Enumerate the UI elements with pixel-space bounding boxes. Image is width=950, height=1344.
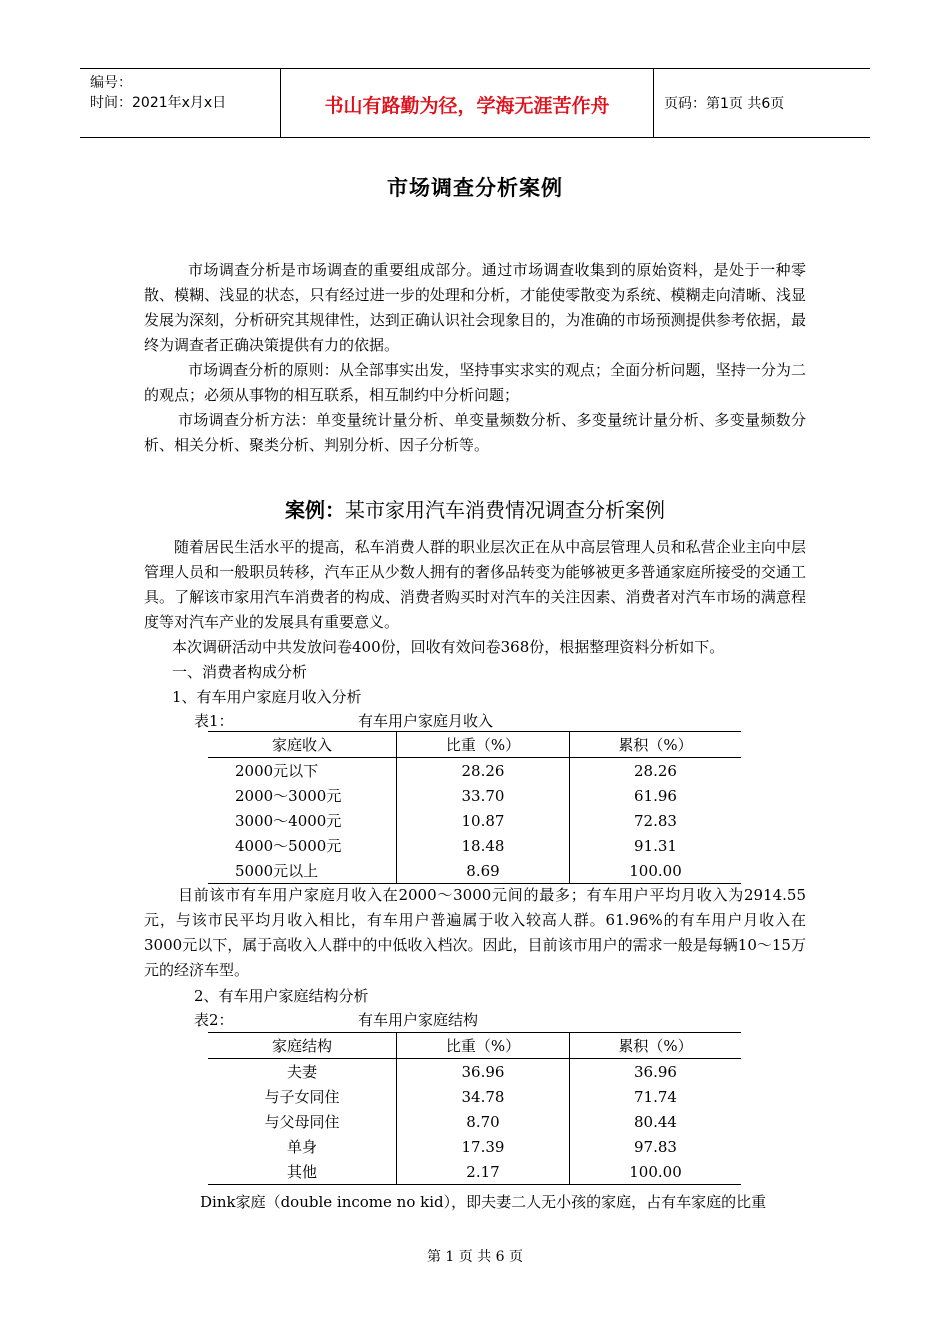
- table1-label: 表1：: [194, 712, 234, 730]
- table-cell: 36.96: [634, 1062, 677, 1081]
- table-cell: 36.96: [397, 1059, 570, 1085]
- table-cell: 2000～3000元: [208, 783, 397, 808]
- serial-label: 编号：: [90, 75, 132, 91]
- table-cell: 4000～5000元: [208, 833, 397, 858]
- document-title: 市场调查分析案例: [387, 176, 563, 200]
- intro-principles: 市场调查分析的原则：从全部事实出发，坚持事实求实的观点；全面分析问题，坚持一分为二的观点；必须从事物的相互联系，相互制约中分析问题；: [144, 361, 806, 404]
- table-row: [208, 1084, 741, 1109]
- table-cell: 与子女同住: [208, 1084, 397, 1109]
- subsection-heading: 1、有车用户家庭月收入分析: [172, 688, 362, 706]
- table-header-cell: 累积（%）: [570, 732, 742, 758]
- table-cell: 97.83: [634, 1137, 677, 1156]
- table-row: [208, 1134, 741, 1159]
- case-label: 案例：: [285, 498, 345, 522]
- case-heading: [0, 494, 950, 523]
- page-footer: 第 1 页 共 6 页: [426, 1249, 524, 1265]
- table-header-cell: 比重（%）: [397, 1033, 570, 1059]
- subsection-heading: 2、有车用户家庭结构分析: [194, 987, 369, 1005]
- table-header-row: [208, 1033, 741, 1059]
- table-cell: 28.26: [397, 758, 570, 784]
- table1-caption: 有车用户家庭月收入: [358, 712, 494, 730]
- table-cell: 8.70: [397, 1109, 570, 1134]
- table-header-cell: 累积（%）: [570, 1033, 742, 1059]
- survey-summary: 本次调研活动中共发放问卷400份，回收有效问卷368份，根据整理资料分析如下。: [172, 638, 725, 656]
- table-row: [208, 1159, 741, 1185]
- table-cell: 8.69: [397, 858, 570, 884]
- table-cell: 34.78: [397, 1084, 570, 1109]
- intro-paragraph: 市场调查分析是市场调查的重要组成部分。通过市场调查收集到的原始资料，是处于一种零散、模糊、浅显的状态，只有经过进一步的处理和分析，才能使零散变为系统、模糊走向清晰、浅显发展为深刻，分析研究其规律性，达到正确认识社会现象目的，为准确的市场预测提供参考依据，最终为调查者正确决策提供有力的依据。: [144, 261, 806, 354]
- table-cell: 其他: [208, 1159, 397, 1185]
- table-row: [208, 1109, 741, 1134]
- table-row: [208, 808, 741, 833]
- table-cell: 71.74: [634, 1087, 677, 1106]
- table-cell: 夫妻: [208, 1059, 397, 1085]
- header-meta: [90, 73, 280, 113]
- header-page-info: 页码：第1页 共6页: [664, 96, 785, 112]
- table-row: [208, 758, 741, 784]
- table-cell: 91.31: [634, 836, 677, 855]
- table-cell: 与父母同住: [208, 1109, 397, 1134]
- table-header-cell: 家庭收入: [208, 732, 397, 758]
- table-cell: 10.87: [397, 808, 570, 833]
- family-structure-table: [208, 1032, 741, 1185]
- table-cell: 17.39: [397, 1134, 570, 1159]
- dink-paragraph: Dink家庭（double income no kid），即夫妻二人无小孩的家庭，占有车家庭的比重: [200, 1193, 767, 1211]
- table-row: [208, 783, 741, 808]
- header-divider: [653, 69, 654, 137]
- table2-label: 表2：: [194, 1011, 234, 1029]
- table-cell: 18.48: [397, 833, 570, 858]
- table-header-row: [208, 732, 741, 758]
- table-cell: 5000元以上: [208, 858, 397, 884]
- table-cell: 2.17: [397, 1159, 570, 1185]
- table-cell: 72.83: [634, 811, 677, 830]
- case-intro-paragraph: 随着居民生活水平的提高，私车消费人群的职业层次正在从中高层管理人员和私营企业主向中层管理人员和一般职员转移，汽车正从少数人拥有的奢侈品转变为能够被更多普通家庭所接受的交通工具。了解该市家用汽车消费者的构成、消费者购买时对汽车的关注因素、消费者对汽车市场的满意程度等对汽车产业的发展具有重要意义。: [144, 538, 806, 631]
- income-analysis-paragraph: 目前该市有车用户家庭月收入在2000～3000元间的最多；有车用户平均月收入为2914.55元，与该市民平均月收入相比，有车用户普遍属于收入较高人群。61.96%的有车用户月收入在3000元以下，属于高收入人群中的中低收入档次。因此，目前该市用户的需求一般是每辆10～15万元的经济车型。: [144, 886, 806, 979]
- table2-caption: 有车用户家庭结构: [358, 1011, 479, 1029]
- page-header: [80, 68, 870, 138]
- table-cell: 28.26: [634, 761, 677, 780]
- header-motto: 书山有路勤为径，学海无涯苦作舟: [324, 95, 610, 117]
- table-row: [208, 833, 741, 858]
- table-header-cell: 家庭结构: [208, 1033, 397, 1059]
- table-cell: 33.70: [397, 783, 570, 808]
- table-cell: 2000元以下: [208, 758, 397, 784]
- table-cell: 100.00: [570, 858, 742, 884]
- table-cell: 80.44: [634, 1112, 677, 1131]
- intro-methods: 市场调查分析方法：单变量统计量分析、单变量频数分析、多变量统计量分析、多变量频数分析、相关分析、聚类分析、判别分析、因子分析等。: [144, 411, 806, 454]
- table-cell: 3000～4000元: [208, 808, 397, 833]
- table-row: [208, 858, 741, 884]
- table-cell: 61.96: [634, 786, 677, 805]
- income-table: [208, 731, 741, 884]
- case-title: 某市家用汽车消费情况调查分析案例: [345, 498, 665, 522]
- table-row: [208, 1059, 741, 1085]
- time-label: 时间：2021年x月x日: [90, 95, 227, 111]
- table-cell: 单身: [208, 1134, 397, 1159]
- table-header-cell: 比重（%）: [397, 732, 570, 758]
- table-cell: 100.00: [570, 1159, 742, 1185]
- section-heading: 一、消费者构成分析: [172, 663, 308, 681]
